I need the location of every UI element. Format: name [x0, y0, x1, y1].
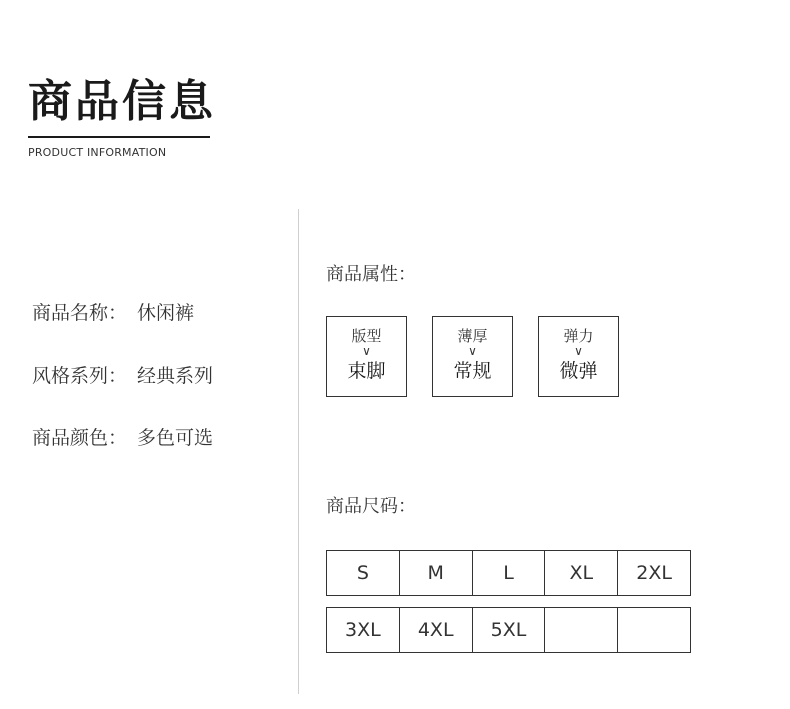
- info-value: 休闲裤: [137, 302, 195, 324]
- size-cell: 2XL: [636, 562, 672, 584]
- chevron-down-icon: ∨: [468, 344, 477, 358]
- size-cell: 4XL: [400, 608, 473, 652]
- size-cell: 3XL: [327, 608, 400, 652]
- info-label: 商品名称：: [32, 302, 128, 324]
- size-cell: S: [327, 551, 400, 595]
- info-style-series: [32, 363, 213, 389]
- vertical-divider: [298, 209, 299, 694]
- attr-name: 薄厚: [457, 327, 488, 345]
- info-label: 商品颜色：: [32, 427, 128, 449]
- size-cell: L: [473, 551, 546, 595]
- size-cell: 5XL: [473, 608, 546, 652]
- size-cell-empty: [618, 608, 690, 652]
- attr-box-thickness: [432, 316, 513, 397]
- attr-name: 弹力: [563, 327, 594, 345]
- info-value: 多色可选: [137, 427, 214, 449]
- attr-name: 版型: [351, 327, 382, 345]
- attr-value: 微弹: [559, 360, 598, 382]
- page-title: 商品信息: [28, 76, 216, 127]
- chevron-down-icon: ∨: [574, 344, 583, 358]
- attr-value: 束脚: [347, 360, 386, 382]
- info-product-name: [32, 300, 194, 326]
- chevron-down-icon: ∨: [362, 344, 371, 358]
- title-underline: [28, 136, 210, 138]
- info-color: [32, 425, 213, 451]
- attr-box-elasticity: [538, 316, 619, 397]
- info-value: 经典系列: [137, 365, 214, 387]
- size-row: [326, 607, 691, 653]
- size-cell-empty: [545, 608, 618, 652]
- size-cell: XL: [545, 551, 618, 595]
- attr-box-fit: [326, 316, 407, 397]
- attributes-heading: 商品属性：: [326, 264, 416, 285]
- info-label: 风格系列：: [32, 365, 128, 387]
- sizes-heading: 商品尺码：: [326, 496, 416, 517]
- size-cell: M: [400, 551, 473, 595]
- size-row: [326, 550, 691, 596]
- attr-value: 常规: [453, 360, 492, 382]
- page-subtitle: PRODUCT INFORMATION: [28, 146, 167, 159]
